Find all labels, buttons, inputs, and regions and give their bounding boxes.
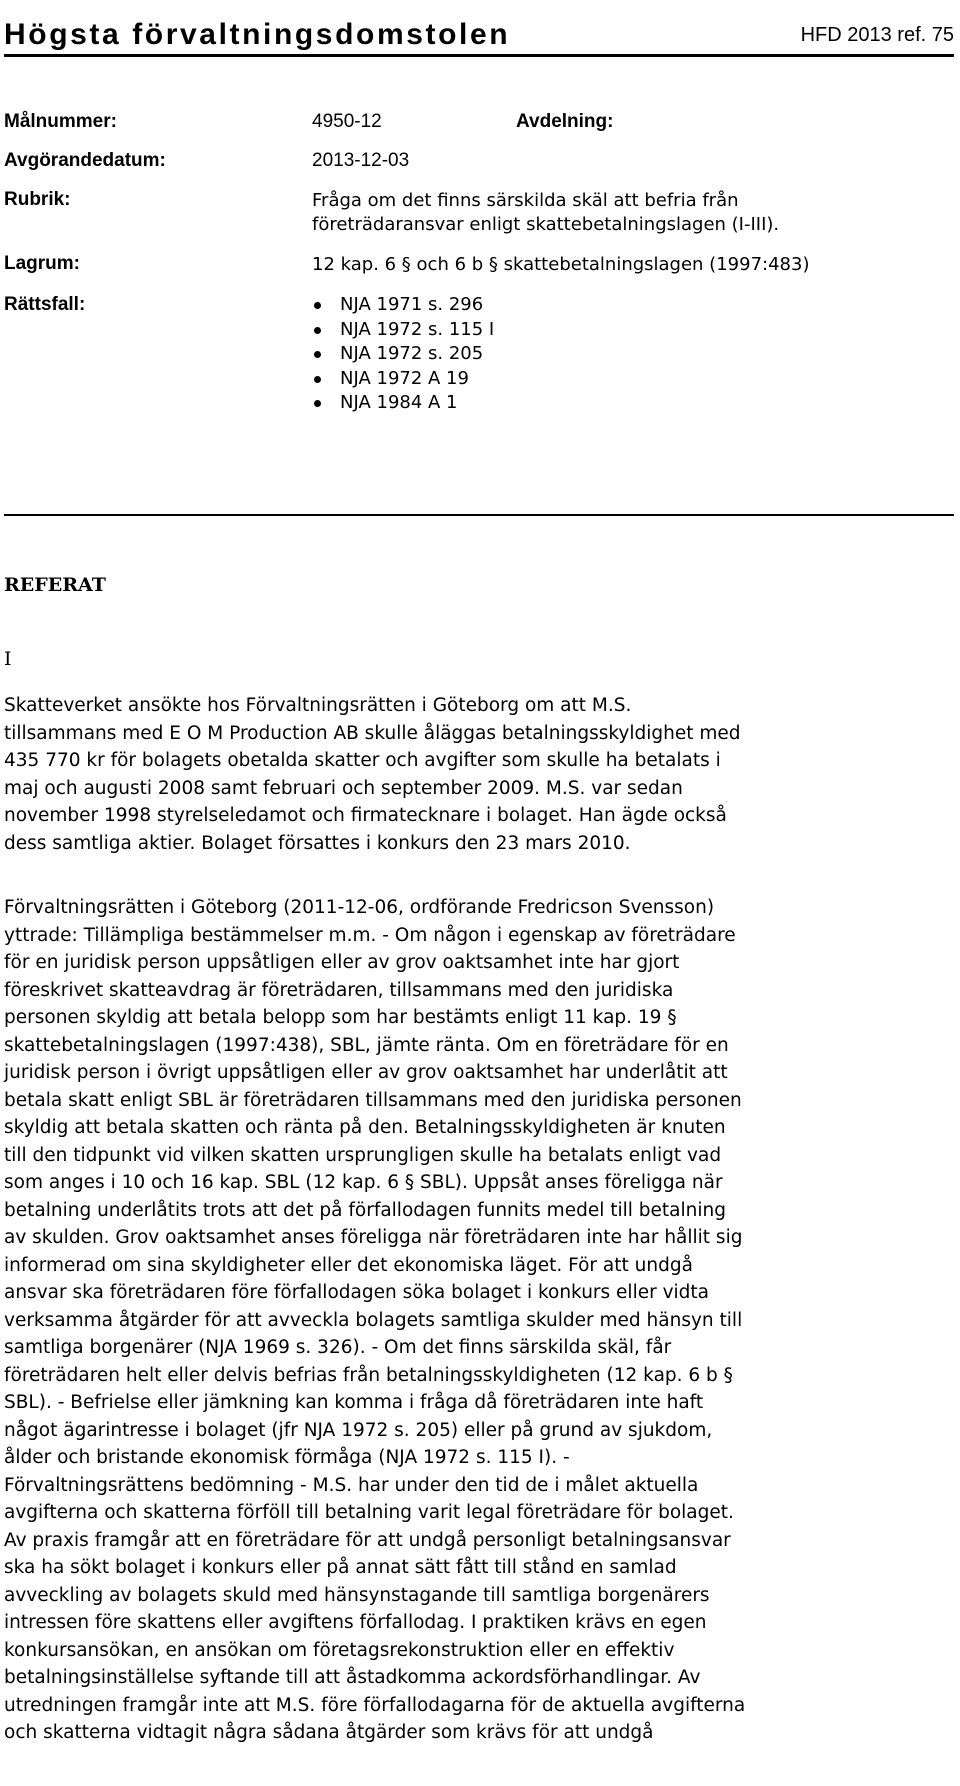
text-line: betala skatt enligt SBL är företrädaren tillsammans med den juridiska personen bbox=[4, 1089, 742, 1111]
text-line: betalning underlåtits trots att det på förfallodagen funnits medel till betalning bbox=[4, 1199, 726, 1221]
malnummer-label: Målnummer: bbox=[4, 111, 117, 132]
document-header bbox=[4, 12, 954, 57]
bullet-icon bbox=[314, 376, 321, 383]
text-line: yttrade: Tillämpliga bestämmelser m.m. - Om någon i egenskap av företrädare bbox=[4, 924, 736, 946]
text-line: något ägarintresse i bolaget (jfr NJA 1972 s. 205) eller på grund av sjukdom, bbox=[4, 1419, 713, 1441]
rattsfall-item: NJA 1971 s. 296 bbox=[312, 293, 494, 318]
avdelning-label: Avdelning: bbox=[516, 111, 614, 132]
text-line: ska ha sökt bolaget i konkurs eller på annat sätt fått till stånd en samlad bbox=[4, 1557, 677, 1578]
bullet-icon bbox=[314, 351, 321, 358]
case-reference: HFD 2013 ref. 75 bbox=[800, 24, 954, 46]
text-line: Förvaltningsrätten i Göteborg (2011-12-06, ordförande Fredricson Svensson) bbox=[4, 897, 715, 918]
text-line: Förvaltningsrättens bedömning - M.S. har under den tid de i målet aktuella bbox=[4, 1474, 699, 1496]
section-title: REFERAT bbox=[4, 574, 106, 596]
text-line: utredningen framgår inte att M.S. före förfallodagarna för de aktuella avgifterna bbox=[4, 1694, 746, 1716]
text-line: skyldig att betala skatten och ränta på den. Betalningsskyldigheten är knuten bbox=[4, 1117, 726, 1138]
rattsfall-item: NJA 1984 A 1 bbox=[312, 391, 494, 416]
avgorandedatum-value: 2013-12-03 bbox=[312, 150, 410, 171]
text-line: samtliga borgenärer (NJA 1969 s. 326). - Om det finns särskilda skäl, får bbox=[4, 1337, 672, 1358]
text-line: Skatteverket ansökte hos Förvaltningsrätten i Göteborg om att M.S. bbox=[4, 695, 632, 716]
text-line: av skulden. Grov oaktsamhet anses föreligga när företrädaren inte har hållit sig bbox=[4, 1227, 743, 1248]
text-line: betalningsinställelse syftande till att åstadkomma ackordsförhandlingar. Av bbox=[4, 1667, 701, 1688]
lagrum-value: 12 kap. 6 § och 6 b § skattebetalningslagen (1997:483) bbox=[312, 254, 810, 275]
text-line: skattebetalningslagen (1997:438), SBL, jämte ränta. Om en företrädare för en bbox=[4, 1034, 729, 1056]
text-line: SBL). - Befrielse eller jämkning kan komma i fråga då företrädaren inte haft bbox=[4, 1392, 704, 1413]
text-line: till den tidpunkt vid vilken skatten ursprungligen skulle ha betalats enligt vad bbox=[4, 1144, 722, 1166]
lagrum-label: Lagrum: bbox=[4, 253, 80, 274]
text-line: tillsammans med E O M Production AB skulle åläggas betalningsskyldighet med bbox=[4, 722, 741, 744]
section-number: I bbox=[4, 648, 12, 670]
text-line: november 1998 styrelseledamot och firmatecknare i bolaget. Han ägde också bbox=[4, 805, 727, 826]
text-line: 435 770 kr för bolagets obetalda skatter och avgifter som skulle ha betalats i bbox=[4, 750, 721, 771]
rattsfall-item: NJA 1972 A 19 bbox=[312, 367, 494, 392]
rubrik-line: Fråga om det finns särskilda skäl att befria från bbox=[312, 190, 739, 211]
text-line: informerad om sina skyldigheter eller det ekonomiska läget. För att undgå bbox=[4, 1254, 693, 1276]
text-line: och skatterna vidtagit några sådana åtgärder som krävs för att undgå bbox=[4, 1722, 654, 1743]
bullet-icon bbox=[314, 327, 321, 334]
text-line: företrädaren helt eller delvis befrias från betalningsskyldigheten (12 kap. 6 b § bbox=[4, 1364, 733, 1386]
rattsfall-item: NJA 1972 s. 115 I bbox=[312, 318, 494, 343]
text-line: verksamma åtgärder för att avveckla bolagets samtliga skulder med hänsyn till bbox=[4, 1309, 743, 1331]
text-line: personen skyldig att betala belopp som har bestämts enligt 11 kap. 19 § bbox=[4, 1007, 677, 1028]
text-line: föreskrivet skatteavdrag är företrädaren, tillsammans med den juridiska bbox=[4, 979, 674, 1001]
paragraph-court-statement bbox=[4, 894, 954, 1747]
text-line: juridisk person i övrigt uppsåtligen eller av grov oaktsamhet har underlåtit att bbox=[4, 1062, 728, 1083]
paragraph-application bbox=[4, 692, 954, 857]
court-name: Högsta förvaltningsdomstolen bbox=[4, 18, 511, 51]
text-line: Av praxis framgår att en företrädare för att undgå personligt betalningsansvar bbox=[4, 1529, 731, 1551]
rattsfall-list bbox=[312, 293, 494, 416]
text-line: avveckling av bolagets skuld med hänsynstagande till samtliga borgenärers bbox=[4, 1584, 710, 1606]
text-line: maj och augusti 2008 samt februari och september 2009. M.S. var sedan bbox=[4, 777, 683, 799]
bullet-icon bbox=[314, 400, 321, 407]
rattsfall-label: Rättsfall: bbox=[4, 294, 86, 315]
rattsfall-item: NJA 1972 s. 205 bbox=[312, 342, 494, 367]
avgorandedatum-label: Avgörandedatum: bbox=[4, 150, 166, 171]
text-line: som anges i 10 och 16 kap. SBL (12 kap. 6 § SBL). Uppsåt anses föreligga när bbox=[4, 1172, 723, 1193]
text-line: intressen före skattens eller avgiftens förfallodag. I praktiken krävs en egen bbox=[4, 1612, 707, 1633]
text-line: avgifterna och skatterna förföll till betalning varit legal företrädare för bolaget. bbox=[4, 1502, 734, 1523]
rubrik-value bbox=[312, 189, 912, 237]
bullet-icon bbox=[314, 302, 321, 309]
rubrik-line: företrädaransvar enligt skattebetalningslagen (I-III). bbox=[312, 214, 780, 235]
text-line: konkursansökan, en ansökan om företagsrekonstruktion eller en effektiv bbox=[4, 1639, 675, 1661]
malnummer-value: 4950-12 bbox=[312, 111, 382, 132]
section-divider bbox=[4, 514, 954, 516]
rubrik-label: Rubrik: bbox=[4, 189, 71, 210]
text-line: dess samtliga aktier. Bolaget försattes i konkurs den 23 mars 2010. bbox=[4, 832, 631, 854]
text-line: ålder och bristande ekonomisk förmåga (NJA 1972 s. 115 I). - bbox=[4, 1447, 570, 1468]
text-line: för en juridisk person uppsåtligen eller av grov oaktsamhet inte har gjort bbox=[4, 952, 680, 973]
text-line: ansvar ska företrädaren före förfallodagen söka bolaget i konkurs eller vidta bbox=[4, 1282, 710, 1303]
